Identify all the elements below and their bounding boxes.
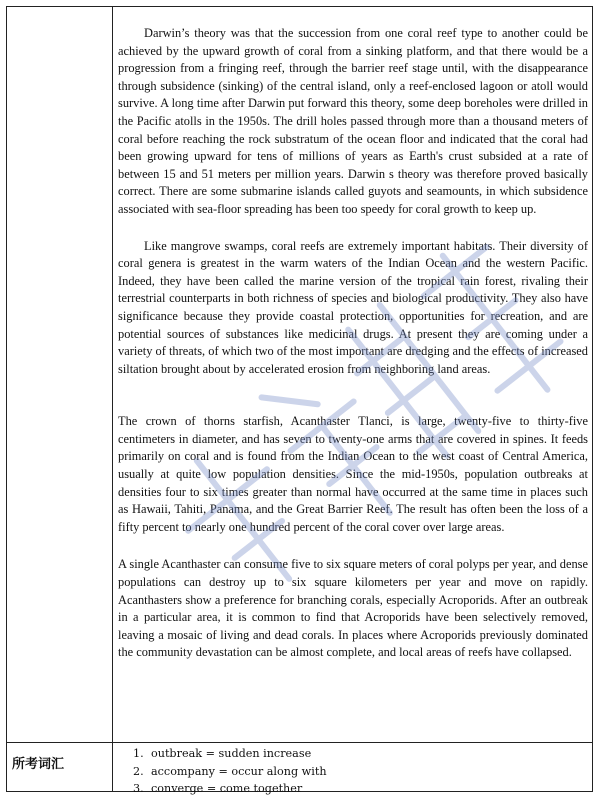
vocab-list [133, 745, 327, 798]
vocab-item-number: 2. [133, 764, 144, 778]
vocab-item-text: outbreak = sudden increase [151, 747, 312, 760]
vocab-label-cell [7, 743, 112, 793]
vocab-item [133, 763, 327, 781]
vocab-list-cell [113, 743, 592, 796]
paragraph-coral-habitats: Like mangrove swamps, coral reefs are extremely important habitats. Their diversity of coral genera is greatest in the warm waters of the Indian Ocean and the western Pacific. Indeed, they have been called the marine version of the tropical rain forest, rivaling their terrestrial counterparts in both richness of species and biological productivity. They also have significance because they provide coastal protection, opportunities for recreation, and are potential sources of substances like medicinal drugs. At present they are coming under a variety of threats, of which two of the most important are dredging and the effects of increased siltation brought about by accelerated erosion from neighboring land areas. [118, 238, 588, 376]
vocab-item [133, 780, 327, 798]
paragraph-darwin-theory: Darwin’s theory was that the succession from one coral reef type to another could be achieved by the upward growth of coral from a sinking platform, and that there would be a progression from a fringing reef, through the barrier reef stage until, with the disappearance through subsidence (sinking) of the central island, only a reef-enclosed lagoon or atoll would survive. A long time after Darwin put forward this theory, some deep boreholes were drilled in the Pacific atolls in the 1950s. The drill holes passed through more than a thousand meters of coral before reaching the rock substratum of the ocean floor and indicated that the coral had been growing upward for tens of millions of years as Earth's crust subsided at a rate of between 15 and 51 meters per million years. Darwin s theory was therefore proved basically correct. There are some submarine islands called guyots and seamounts, in which subsidence associated with sea-floor spreading has been too speedy for coral growth to keep up. [118, 26, 588, 216]
vocab-item-number: 1. [133, 747, 144, 760]
passage-cell [113, 7, 592, 742]
vocab-label: 所考词汇 [12, 757, 65, 772]
paragraph-acanthaster-feeding: A single Acanthaster can consume five to six square meters of coral polyps per year, and dense populations can destroy up to six square kilometers per year and move on rapidly. Acanthasters show a preference for branching corals, especially Acroporids. After an outbreak in a particular area, it is common to find that Acroporids have been selectively removed, leaving a mosaic of living and dead corals. In places where Acroporids previously dominated the community devastation can be almost complete, and local areas of reefs have collapsed. [118, 557, 588, 660]
vocab-item [133, 745, 327, 763]
vocab-item-number: 3. [133, 782, 144, 796]
vocab-item-text: accompany = occur along with [151, 764, 327, 778]
paragraph-crown-of-thorns: The crown of thorns starfish, Acanthaster Tlanci, is large, twenty-five to thirty-five centimeters in diameter, and has seven to twenty-one arms that are covered in spines. It feeds primarily on coral and is found from the Indian Ocean to the west coast of Central America, usually at quite low population densities. Since the mid-1950s, population outbreaks at densities four to six times greater than normal have occurred at the same time in places such as Hawaii, Tahiti, Panama, and the Great Barrier Reef. The result has often been the loss of a fifty percent to nearly one hundred percent of the coral cover over large areas. [118, 414, 588, 534]
vocab-item-text: converge = come together [151, 782, 303, 796]
passage-table [6, 6, 593, 796]
